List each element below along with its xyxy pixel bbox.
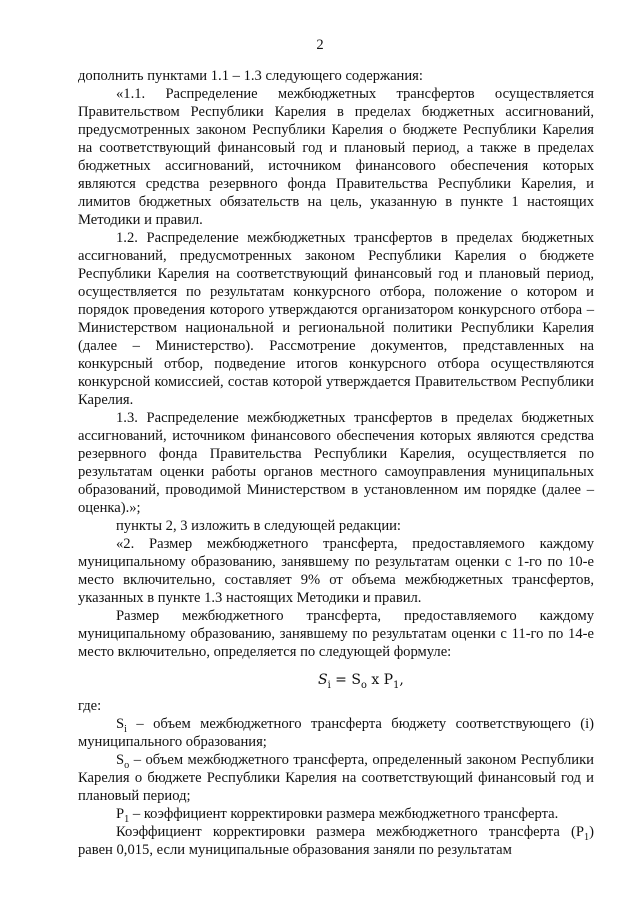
paragraph bbox=[78, 823, 594, 859]
paragraph: 1.3. Распределение межбюджетных трансфертов в пределах бюджетных ассигнований, источником финансового обеспечения которых являются средства резервного фонда Правительства Республики Карелия, осуществляется по результатам оценки работы органов местного самоуправления муниципальных образований, проводимой Министерством в установленном им порядке (далее – оценка).»; bbox=[78, 410, 594, 516]
definition-si bbox=[78, 715, 594, 751]
document-body bbox=[78, 67, 594, 859]
definition-text: – объем межбюджетного трансферта бюджету соответствующего (i) муниципального образования; bbox=[78, 716, 594, 750]
paragraph: 1.2. Распределение межбюджетных трансфертов в пределах бюджетных ассигнований, предусмотренных законом Республики Карелия о бюджете Республики Карелия на соответствующий финансовый год и плановый период, осуществляется по результатам конкурсного отбора, положение о котором и порядок проведения которого утверждаются организатором конкурсного отбора – Министерством национальной и региональной политики Республики Карелия (далее – Министерство). Рассмотрение документов, представленных на конкурсный отбор, подведение итогов конкурсного отбора осуществляются конкурсной комиссией, состав которой утверждается Правительством Республики Карелия. bbox=[78, 230, 594, 408]
paragraph: Размер межбюджетного трансферта, предоставляемого каждому муниципальному образованию, занявшему по результатам оценки с 11-го по 14-е место включительно, определяется по следующей формуле: bbox=[78, 608, 594, 660]
paragraph-text: Коэффициент корректировки размера межбюджетного трансферта (P bbox=[116, 824, 585, 840]
page-number: 2 bbox=[316, 37, 324, 53]
formula bbox=[78, 671, 594, 689]
symbol: P bbox=[116, 806, 125, 822]
symbol: S bbox=[116, 716, 125, 732]
formula-lhs: S bbox=[318, 672, 328, 688]
formula-p-subscript: 1 bbox=[393, 679, 400, 691]
formula-end: , bbox=[399, 672, 404, 688]
symbol: S bbox=[116, 752, 125, 768]
symbol-subscript: o bbox=[124, 759, 130, 771]
definition-text: – объем межбюджетного трансферта, определенный законом Республики Карелия о бюджете Республики Карелия на соответствующий финансовый год и плановый период; bbox=[78, 752, 594, 804]
paragraph-text: ) равен 0,015, если муниципальные образования заняли по результатам bbox=[78, 824, 594, 858]
formula-lhs-subscript: i bbox=[327, 679, 331, 691]
definition-p1 bbox=[78, 805, 594, 823]
paragraph: «2. Размер межбюджетного трансферта, предоставляемого каждому муниципальному образованию, занявшему по результатам оценки с 1-го по 10-е место включительно, составляет 9% от объема межбюджетных трансфертов, указанных в пункте 1.3 настоящих Методики и правил. bbox=[78, 536, 594, 606]
definition-text: – коэффициент корректировки размера межбюджетного трансферта. bbox=[129, 806, 559, 822]
definition-so bbox=[78, 751, 594, 805]
paragraph: пункты 2, 3 изложить в следующей редакции: bbox=[116, 518, 401, 534]
where-label: где: bbox=[78, 698, 102, 714]
formula-times: x P bbox=[366, 672, 394, 688]
formula-equals: = S bbox=[330, 672, 361, 688]
paragraph: дополнить пунктами 1.1 – 1.3 следующего содержания: bbox=[78, 68, 423, 84]
symbol-subscript: 1 bbox=[584, 831, 590, 843]
paragraph: «1.1. Распределение межбюджетных трансфертов осуществляется Правительством Республики Карелия в пределах бюджетных ассигнований, предусмотренных законом Республики Карелия о бюджете Республики Карелия на соответствующий финансовый год и плановый период, а также в пределах бюджетных ассигнований, источником финансового обеспечения которых являются средства резервного фонда Правительства Республики Карелия, и лимитов бюджетных обязательств на цель, указанную в пункте 1 настоящих Методики и правил. bbox=[78, 86, 594, 228]
symbol-subscript: i bbox=[124, 723, 127, 735]
symbol-subscript: 1 bbox=[124, 813, 130, 825]
formula-s0-subscript: o bbox=[360, 679, 367, 691]
